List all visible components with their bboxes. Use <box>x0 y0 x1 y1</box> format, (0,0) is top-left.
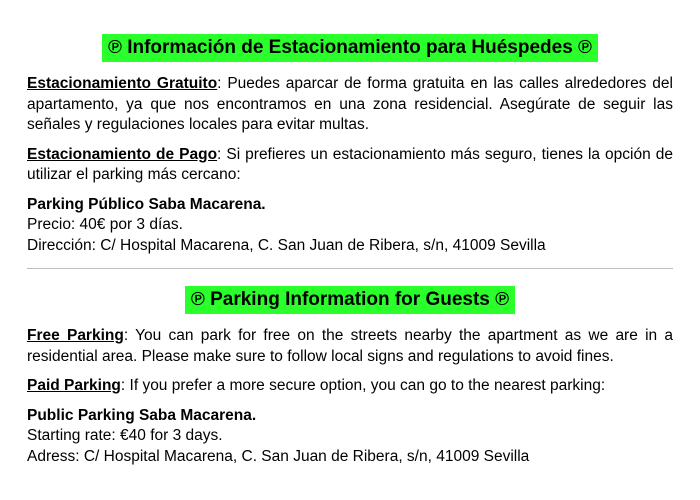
spanish-parking-address: Dirección: C/ Hospital Macarena, C. San Juan de Ribera, s/n, 41009 Sevilla <box>27 236 546 254</box>
english-parking-name: Public Parking Saba Macarena. <box>27 406 257 424</box>
english-paid-parking-label: Paid Parking <box>27 377 121 394</box>
spanish-paid-parking-text: : Si prefieres un estacionamiento más seguro, tienes la opción de utilizar el parking más cercano: <box>27 145 673 183</box>
spanish-free-parking-paragraph <box>27 74 673 136</box>
english-parking-address: Adress: C/ Hospital Macarena, C. San Juan de Ribera, s/n, 41009 Sevilla <box>27 447 530 465</box>
english-free-parking-text: : You can park for free on the streets nearby the apartment as we are in a residential area. Please make sure to follow local signs and regulations to avoid fines. <box>27 327 673 365</box>
spanish-parking-price: Precio: 40€ por 3 días. <box>27 216 183 233</box>
spanish-parking-details <box>27 195 673 257</box>
spanish-section <box>27 34 673 256</box>
spanish-parking-name: Parking Público Saba Macarena. <box>27 195 266 213</box>
spanish-free-parking-label: Estacionamiento Gratuito <box>27 75 218 92</box>
section-divider <box>27 268 673 269</box>
spanish-paid-parking-paragraph <box>27 145 673 186</box>
english-title: ℗ Parking Information for Guests ℗ <box>185 286 515 314</box>
english-free-parking-paragraph <box>27 326 673 367</box>
spanish-title: ℗ Información de Estacionamiento para Huéspedes ℗ <box>102 34 598 62</box>
spanish-title-wrap <box>27 34 673 62</box>
english-parking-price: Starting rate: €40 for 3 days. <box>27 427 223 444</box>
english-paid-parking-paragraph <box>27 376 673 397</box>
english-title-wrap <box>27 286 673 314</box>
spanish-paid-parking-label: Estacionamiento de Pago <box>27 145 218 163</box>
spanish-free-parking-text: : Puedes aparcar de forma gratuita en las calles alrededores del apartamento, ya que nos encontramos en una zona residencial. Asegúrate de seguir las señales y regulaciones locales para evitar multas. <box>27 75 673 133</box>
english-free-parking-label: Free Parking <box>27 327 124 344</box>
english-parking-details <box>27 406 673 468</box>
english-paid-parking-text: : If you prefer a more secure option, you can go to the nearest parking: <box>120 377 606 394</box>
english-section <box>27 286 673 467</box>
